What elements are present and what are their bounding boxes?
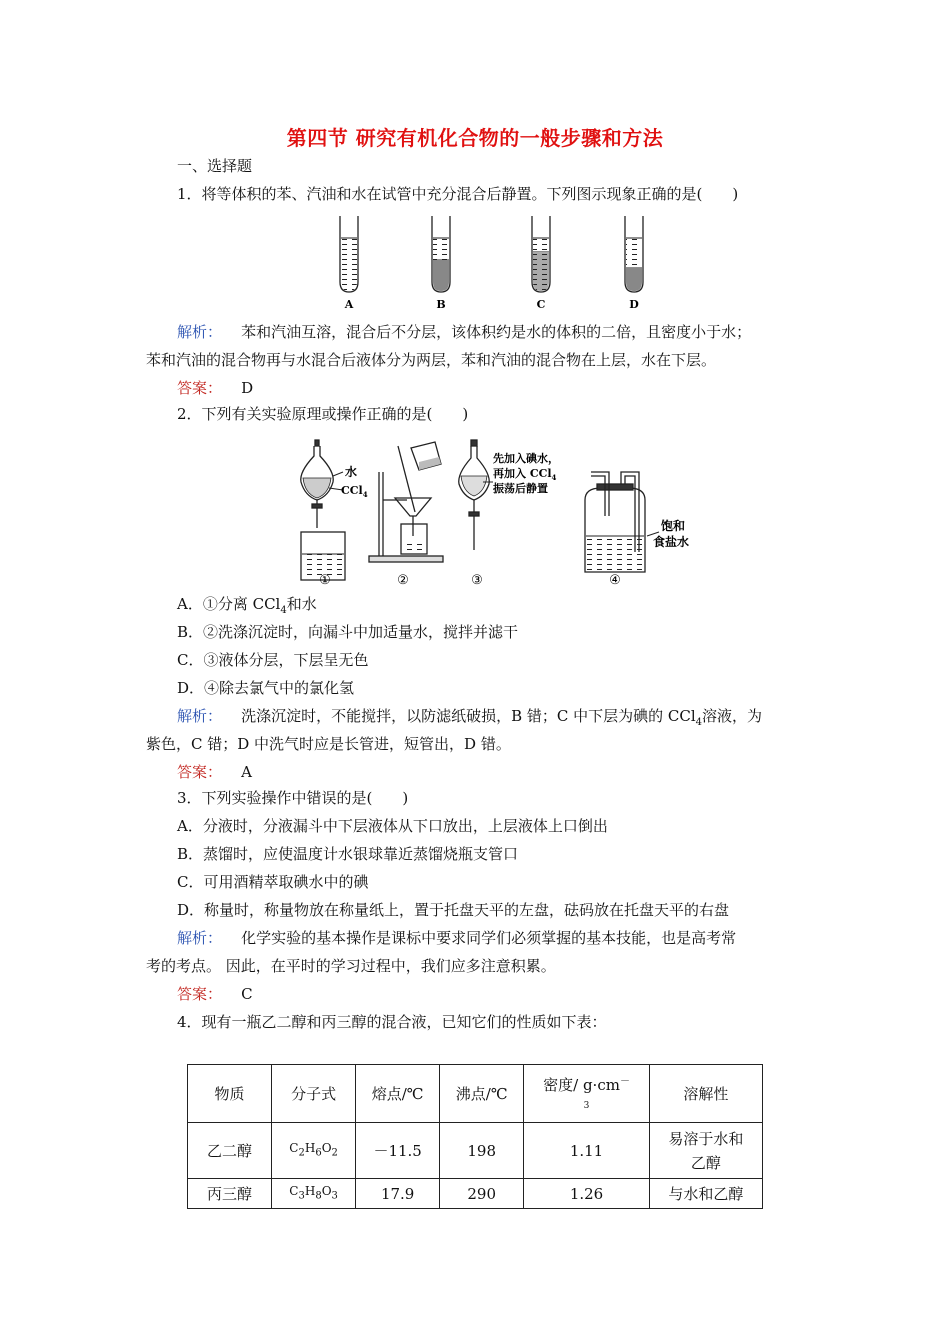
answer-label: 答案： bbox=[177, 379, 223, 397]
q1-test-tube-figure bbox=[320, 212, 660, 312]
cell-density: 1.26 bbox=[524, 1179, 650, 1209]
header-melting-point: 熔点/℃ bbox=[356, 1065, 440, 1123]
tube-b bbox=[432, 216, 450, 292]
cell-boiling-point: 290 bbox=[440, 1179, 524, 1209]
label-ccl4: CCl$_4$ bbox=[341, 484, 368, 499]
q2-analysis-line1: 解析： 洗涤沉淀时，不能搅拌，以防滤纸破损，B 错；C 中下层为碘的 CCl$_4$溶液，为 bbox=[177, 707, 763, 728]
analysis-label: 解析： bbox=[177, 929, 223, 947]
apparatus-1 bbox=[301, 440, 345, 580]
answer-label: 答案： bbox=[177, 985, 223, 1003]
q3-option-c: C．可用酒精萃取碘水中的碘 bbox=[177, 873, 369, 891]
figure-number-4: ④ bbox=[609, 573, 621, 588]
tube-d bbox=[625, 216, 643, 292]
tube-label-c: C bbox=[536, 298, 546, 311]
tube-label-a: A bbox=[344, 298, 354, 311]
answer-label: 答案： bbox=[177, 763, 223, 781]
q2-option-a: A．①分离 CCl$_4$和水 bbox=[177, 595, 317, 616]
header-solubility: 溶解性 bbox=[649, 1065, 762, 1123]
cell-name: 乙二醇 bbox=[188, 1123, 272, 1179]
cell-name: 丙三醇 bbox=[188, 1179, 272, 1209]
q1-answer-value: D bbox=[241, 379, 254, 397]
header-density: 密度/ g·cm－ 3 bbox=[524, 1065, 650, 1123]
q2-answer bbox=[177, 762, 252, 782]
cell-formula: $C_3H_8O_3$ bbox=[272, 1179, 356, 1209]
figure-number-2: ② bbox=[397, 573, 409, 588]
q2-analysis-line2: 紫色，C 错；D 中洗气时应是长管进，短管出，D 错。 bbox=[146, 735, 511, 753]
q3-option-a: A．分液时，分液漏斗中下层液体从下口放出，上层液体上口倒出 bbox=[177, 817, 608, 835]
apparatus-2 bbox=[369, 442, 443, 562]
label-saturated: 饱和 bbox=[661, 519, 686, 533]
header-boiling-point: 沸点/℃ bbox=[440, 1065, 524, 1123]
q2-answer-value: A bbox=[241, 763, 252, 781]
q2-apparatus-figure bbox=[295, 432, 700, 588]
properties-table bbox=[187, 1064, 763, 1209]
tube-label-b: B bbox=[436, 298, 446, 311]
q3-analysis-line2: 考的考点。 因此，在平时的学习过程中，我们应多注意积累。 bbox=[146, 957, 556, 975]
cell-melting-point: 17.9 bbox=[356, 1179, 440, 1209]
cell-formula: $C_2H_6O_2$ bbox=[272, 1123, 356, 1179]
tube-a bbox=[340, 216, 358, 292]
cell-density: 1.11 bbox=[524, 1123, 650, 1179]
apparatus-3 bbox=[459, 440, 490, 550]
tube-c bbox=[532, 216, 550, 292]
q3-option-d: D．称量时，称量物放在称量纸上，置于托盘天平的左盘，砝码放在托盘天平的右盘 bbox=[177, 901, 730, 919]
figure-number-3: ③ bbox=[471, 573, 483, 588]
step-note-line1: 先加入碘水， bbox=[493, 452, 559, 465]
q1-stem: 1．将等体积的苯、汽油和水在试管中充分混合后静置。下列图示现象正确的是( ) bbox=[177, 185, 739, 203]
q2-option-b: B．②洗涤沉淀时，向漏斗中加适量水，搅拌并滤干 bbox=[177, 623, 519, 641]
q3-option-b: B．蒸馏时，应使温度计水银球靠近蒸馏烧瓶支管口 bbox=[177, 845, 519, 863]
label-brine: 食盐水 bbox=[653, 535, 690, 549]
header-formula: 分子式 bbox=[272, 1065, 356, 1123]
q3-answer bbox=[177, 984, 253, 1004]
label-water: 水 bbox=[345, 465, 358, 479]
q1-analysis-line2: 苯和汽油的混合物再与水混合后液体分为两层，苯和汽油的混合物在上层，水在下层。 bbox=[146, 351, 717, 369]
q3-answer-value: C bbox=[241, 985, 253, 1003]
page-title: 第四节 研究有机化合物的一般步骤和方法 bbox=[286, 126, 664, 150]
q1-answer bbox=[177, 378, 253, 398]
cell-melting-point: －11.5 bbox=[356, 1123, 440, 1179]
figure-number-1: ① bbox=[319, 573, 331, 588]
apparatus-4 bbox=[585, 472, 645, 572]
q2-option-d: D．④除去氯气中的氯化氢 bbox=[177, 679, 355, 697]
analysis-label: 解析： bbox=[177, 707, 223, 725]
tube-label-d: D bbox=[629, 298, 639, 311]
analysis-label: 解析： bbox=[177, 323, 223, 341]
cell-solubility: 易溶于水和 乙醇 bbox=[649, 1123, 762, 1179]
table-row bbox=[188, 1179, 763, 1209]
step-note-line2: 再加入 CCl$_4$ bbox=[493, 467, 557, 482]
q2-option-c: C．③液体分层，下层呈无色 bbox=[177, 651, 369, 669]
table-row bbox=[188, 1123, 763, 1179]
q3-stem: 3．下列实验操作中错误的是( ) bbox=[177, 789, 409, 807]
cell-solubility: 与水和乙醇 bbox=[649, 1179, 762, 1209]
table-header-row bbox=[188, 1065, 763, 1123]
q4-stem: 4．现有一瓶乙二醇和丙三醇的混合液，已知它们的性质如下表： bbox=[177, 1013, 607, 1031]
header-substance: 物质 bbox=[188, 1065, 272, 1123]
q2-stem: 2．下列有关实验原理或操作正确的是( ) bbox=[177, 405, 469, 423]
q1-analysis-text: 苯和汽油互溶，混合后不分层，该体积约是水的体积的二倍，且密度小于水； bbox=[241, 323, 752, 341]
q3-analysis-line1: 解析： 化学实验的基本操作是课标中要求同学们必须掌握的基本技能，也是高考常 bbox=[177, 929, 737, 947]
section-heading: 一、选择题 bbox=[177, 157, 253, 175]
cell-boiling-point: 198 bbox=[440, 1123, 524, 1179]
q1-analysis-line1 bbox=[177, 322, 751, 342]
step-note-line3: 振荡后静置 bbox=[493, 482, 548, 495]
